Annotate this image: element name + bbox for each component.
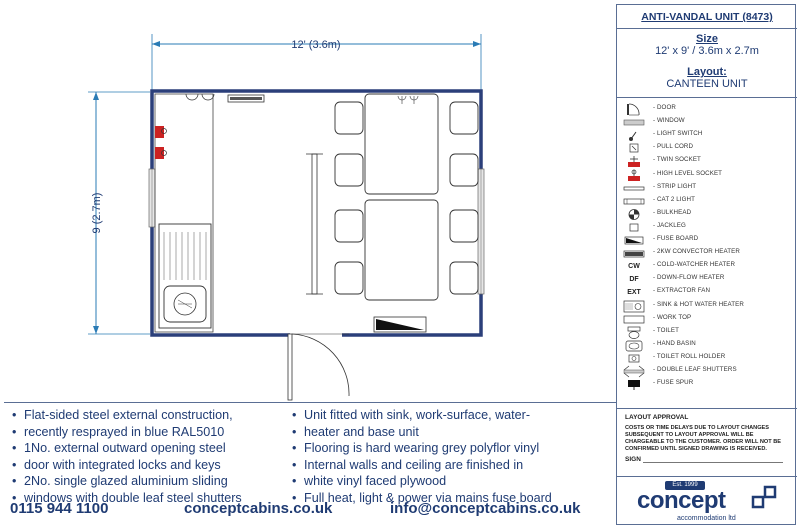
legend-label: - BULKHEAD [653,208,692,216]
convector-heater-icon [623,247,645,260]
title-block [616,4,796,525]
legend-item [617,326,797,339]
feature-item: • Internal walls and ceiling are finished in [290,457,610,474]
width-dimension-label: 12' (3.6m) [291,39,341,51]
layout-approval [617,408,797,477]
cat2-light-icon [623,195,645,208]
legend-item [617,313,797,326]
fuse-board-icon [623,234,645,247]
legend-label: - SINK & HOT WATER HEATER [653,300,744,308]
window-icon [623,116,645,129]
feature-item-cont: • recently resprayed in blue RAL5010 [10,424,290,441]
legend-item [617,169,797,182]
light-switch-1 [186,94,198,100]
legend-label: - DOUBLE LEAF SHUTTERS [653,366,737,373]
table-2 [365,200,438,300]
legend-label: - EXTRACTOR FAN [653,287,711,295]
hand-basin-icon [623,339,645,352]
toilet-roll-holder-icon [623,352,645,365]
legend-label: - TOILET [653,326,680,334]
phone-number: 0115 944 1100 [10,500,109,517]
logo-name: concept [637,487,726,514]
legend-label: - HIGH LEVEL SOCKET [653,169,723,177]
logo-mark-icon [745,485,779,509]
legend-label: - DOWN-FLOW HEATER [653,274,725,282]
size-label: Size [695,33,718,45]
legend-item [617,221,797,234]
layout-label: Layout: [687,66,727,78]
unit-title: ANTI-VANDAL UNIT (8473) [641,11,773,23]
sign-label: SIGN [625,456,641,463]
legend-label: - TWIN SOCKET [653,156,701,164]
legend-label: - CAT 2 LIGHT [653,195,695,203]
legend-label: - COLD-WATCHER HEATER [653,261,736,269]
legend-item [617,300,797,313]
legend-item [617,273,797,286]
legend-label: - FUSE BOARD [653,235,699,242]
entrance-door [288,334,349,400]
table-1 [365,94,438,194]
legend-item [617,182,797,195]
twin-socket-lower [155,147,164,159]
logo-est: Est. 1999 [665,481,705,490]
legend-label: - TOILET ROLL HOLDER [653,352,726,360]
size-value: 12' x 9' / 3.6m x 2.7m [655,45,759,57]
legend-label: - HAND BASIN [653,339,696,347]
features-right [290,407,610,506]
legend-item [617,234,797,247]
legend-item [617,116,797,129]
feature-item: • Unit fitted with sink, work-surface, water- [290,407,610,424]
legend-label: - WINDOW [653,117,685,125]
feature-item-cont: • door with integrated locks and keys [10,457,290,474]
legend-label: - STRIP LIGHT [653,182,697,190]
logo-sub: accommodation ltd [677,515,736,522]
down-flow-heater-icon: DF [629,276,639,284]
jackleg-icon [623,221,645,234]
feature-item-cont: • heater and base unit [290,424,610,441]
fuse-spur-icon [623,378,645,391]
work-top-icon [623,313,645,326]
features-section [4,402,616,505]
cold-watcher-heater-icon: CW [628,263,640,271]
approval-text-3: CHARGEABLE TO THE CUSTOMER. ORDER WILL NOT BE [625,439,782,445]
feature-item: • Flooring is hard wearing grey polyflor vinyl [290,440,610,457]
website-link[interactable]: conceptcabins.co.uk [184,500,333,517]
approval-text-2: SUBSEQUENT TO LAYOUT APPROVAL WILL BE [625,432,754,438]
legend-label: - LIGHT SWITCH [653,130,703,138]
extractor-fan-icon: EXT [627,289,641,297]
legend-item [617,286,797,299]
features-left [10,407,290,506]
top-heater [228,95,264,102]
door-icon [623,103,645,116]
legend-label: - WORK TOP [653,313,692,321]
floor-plan-area [4,4,616,402]
legend-item [617,378,797,391]
twin-socket-icon [623,155,645,168]
feature-item: • Flat-sided steel external construction, [10,407,290,424]
legend-item [617,195,797,208]
left-window [149,169,155,227]
legend-item [617,365,797,378]
legend-label: - FUSE SPUR [653,379,694,387]
high-level-socket-icon [623,169,645,182]
double-leaf-shutters-icon [623,365,645,378]
legend-item [617,352,797,365]
company-logo [617,476,797,527]
light-switch-icon [623,129,645,142]
approval-text-4: CONFIRMED UNTIL SIGNED DRAWING IS RECEIVED. [625,446,767,452]
legend-label: - JACKLEG [653,221,686,229]
approval-title: LAYOUT APPROVAL [625,414,689,421]
legend-item [617,142,797,155]
right-window [478,169,484,294]
legend-label: - 2KW CONVECTOR HEATER [653,248,740,256]
contact-bar [4,498,616,525]
strip-light-icon [623,182,645,195]
feature-item-cont: • windows with double leaf steel shutters [10,490,290,507]
email-link[interactable]: info@conceptcabins.co.uk [390,500,581,517]
door-opening [290,333,342,337]
sink-unit [159,224,211,328]
feature-item: • Full heat, light & power via mains fuse board [290,490,610,507]
height-dimension-label: 9 (2.7m) [91,192,103,234]
feature-item-cont: • white vinyl faced plywood [290,473,610,490]
toilet-icon [623,326,645,339]
legend-item [617,155,797,168]
light-switch-2 [202,94,214,100]
legend-label: - PULL CORD [653,143,694,151]
legend-item [617,247,797,260]
sink-icon [623,300,645,313]
sign-line [643,462,783,463]
feature-item: • 2No. single glazed aluminium sliding [10,473,290,490]
twin-socket-upper [155,126,164,138]
feature-item: • 1No. external outward opening steel [10,440,290,457]
fuse-board [374,317,426,332]
bulkhead-icon [623,208,645,221]
legend-item [617,103,797,116]
legend-label: - DOOR [653,104,676,111]
legend-item [617,208,797,221]
legend-item [617,339,797,352]
floor-plan-svg [4,4,616,402]
pull-cord-icon [623,142,645,155]
strip-light [306,154,323,294]
approval-text-1: COSTS OR TIME DELAYS DUE TO LAYOUT CHANGES [625,425,770,431]
legend-item [617,260,797,273]
legend-item [617,129,797,142]
layout-value: CANTEEN UNIT [666,78,748,90]
